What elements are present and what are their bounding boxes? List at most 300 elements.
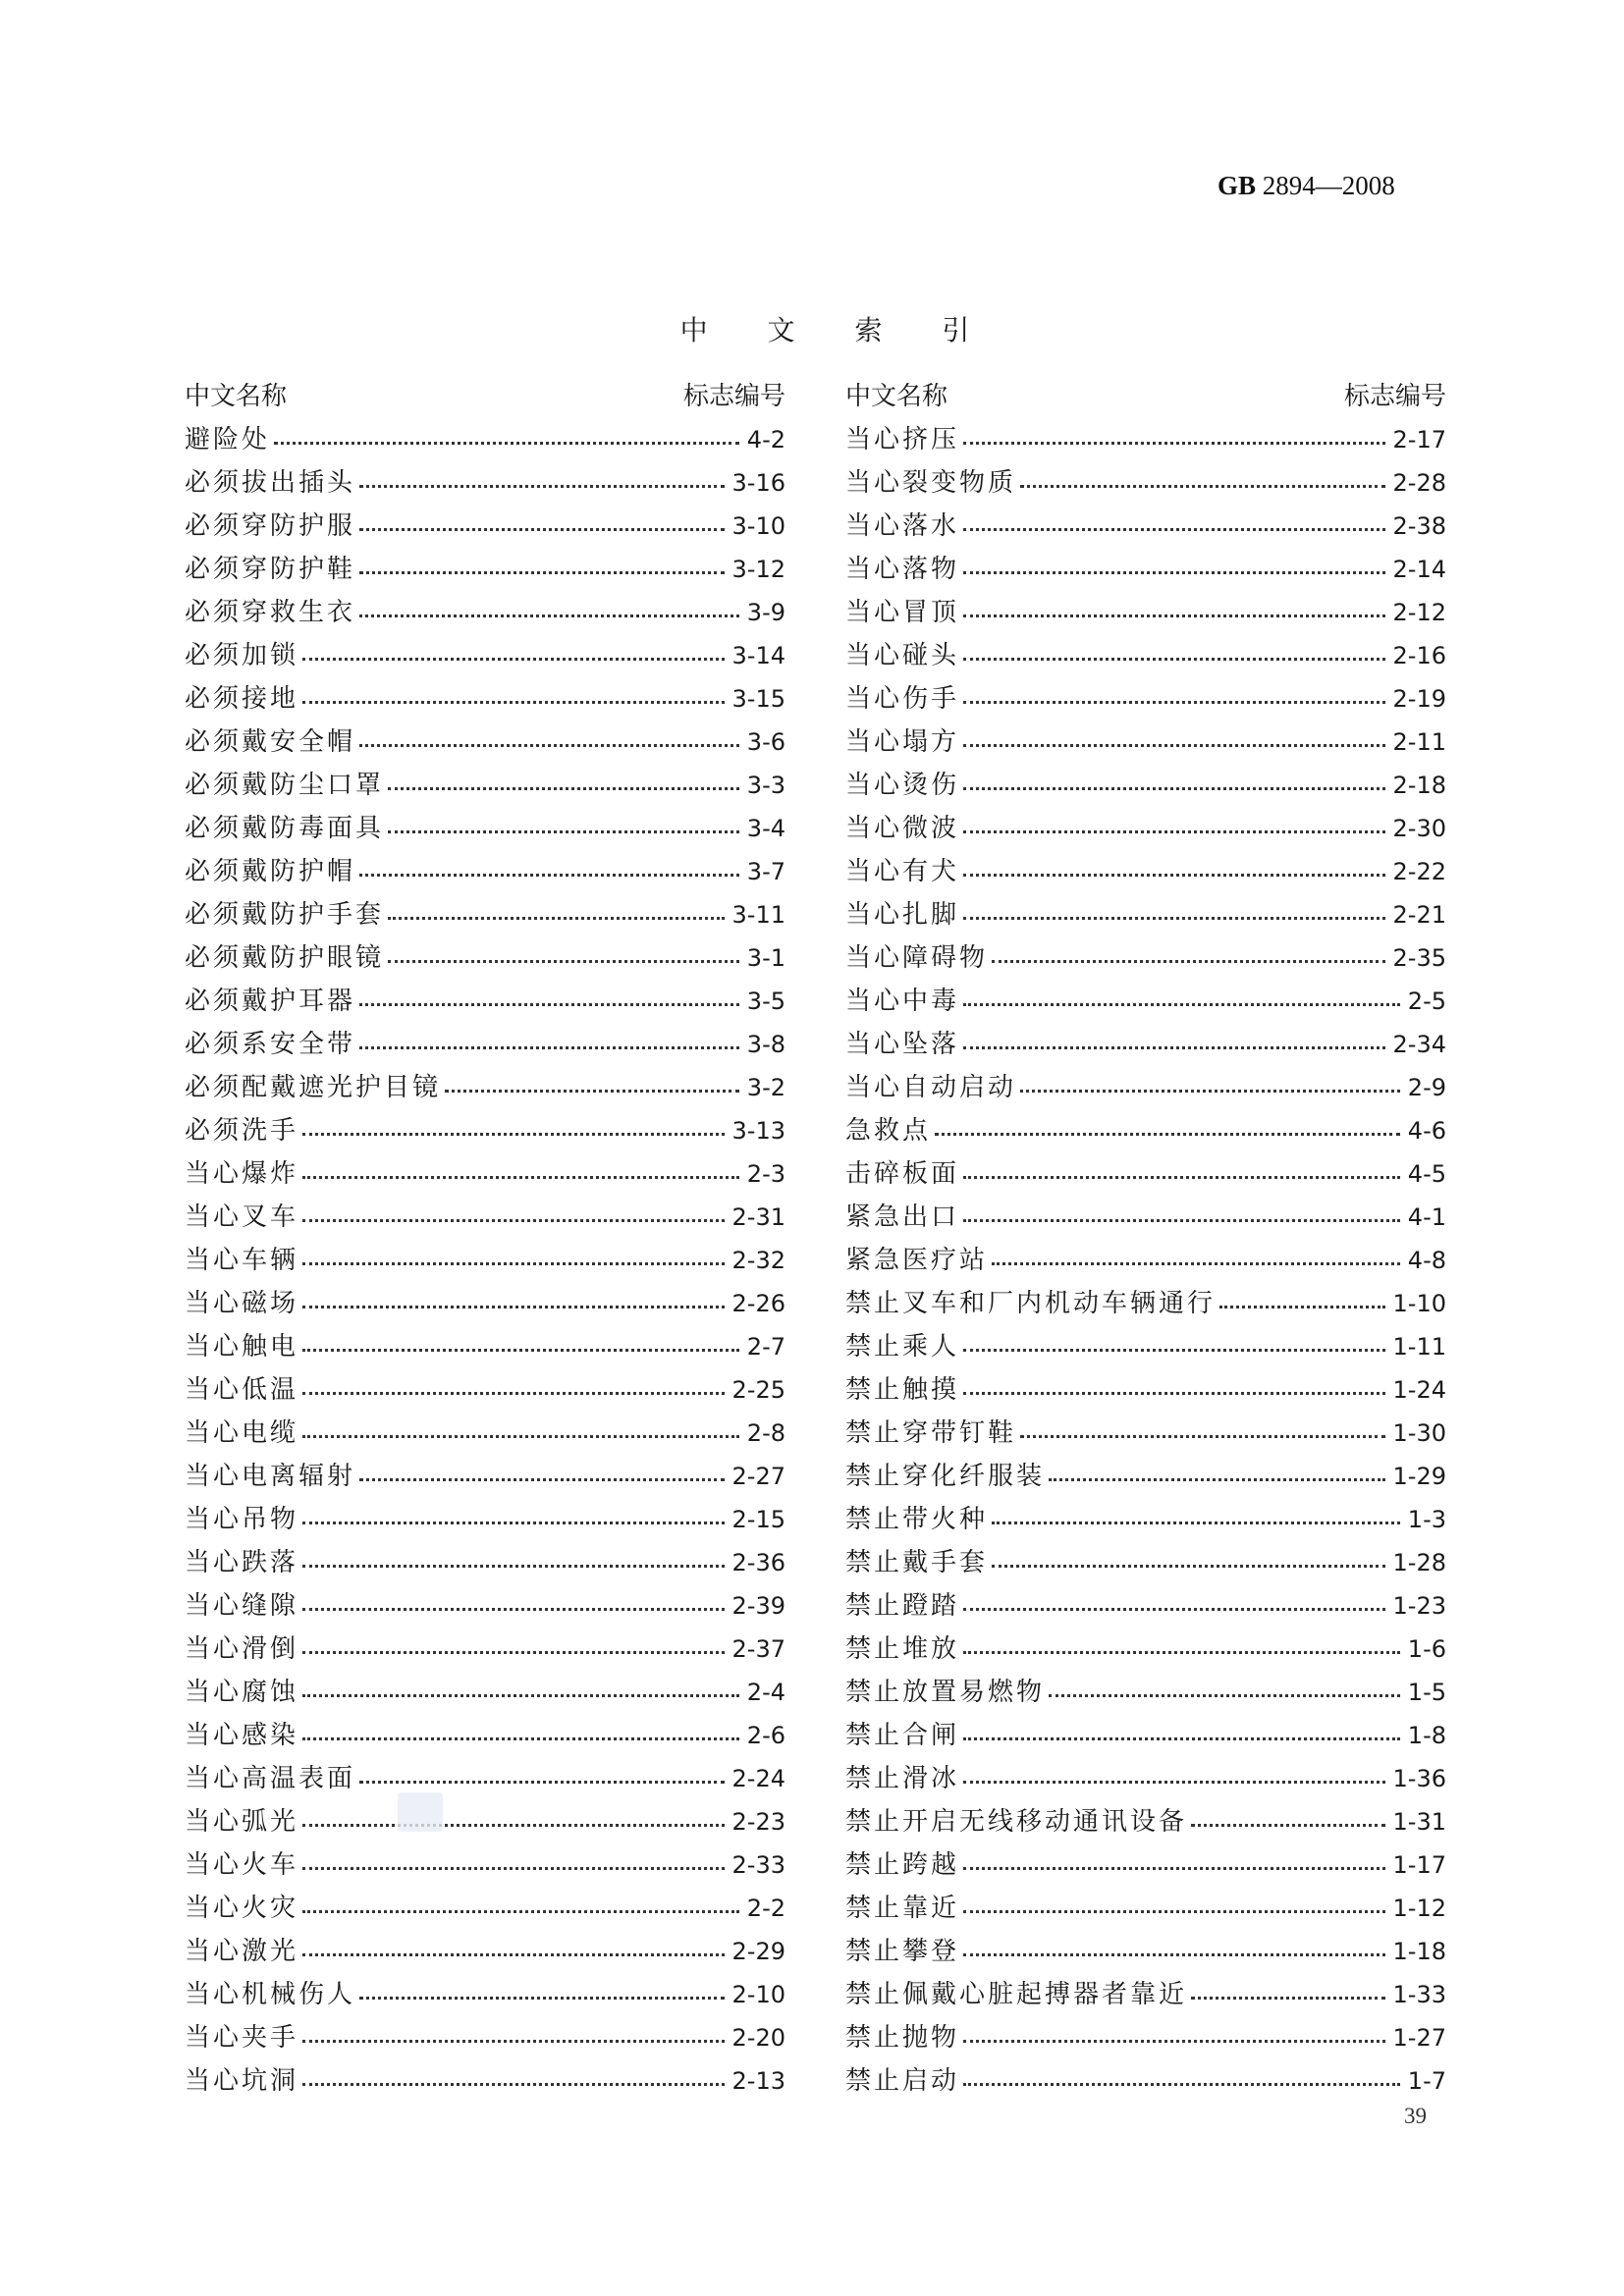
- dot-leader: [963, 571, 1385, 574]
- dot-leader: [302, 1694, 739, 1697]
- entry-name: 必须穿防护鞋: [185, 555, 356, 584]
- entry-name: 当心中毒: [845, 987, 960, 1016]
- dot-leader: [992, 960, 1385, 963]
- dot-leader: [302, 1219, 725, 1222]
- entry-code: 2-12: [1392, 599, 1446, 626]
- index-entry: [185, 2059, 785, 2103]
- entry-code: 2-38: [1392, 512, 1446, 540]
- entry-code: 1-17: [1392, 1851, 1446, 1879]
- dot-leader: [359, 1003, 739, 1006]
- entry-code: 1-3: [1407, 1506, 1446, 1533]
- dot-leader: [935, 1133, 1400, 1136]
- dot-leader: [963, 1910, 1385, 1913]
- dot-leader: [302, 1133, 725, 1136]
- entry-code: 3-13: [731, 1117, 785, 1145]
- dot-leader: [302, 2083, 725, 2086]
- entry-name: 当心挤压: [845, 425, 960, 454]
- index-entry: [845, 1757, 1446, 1800]
- entry-code: 3-4: [746, 815, 785, 842]
- dot-leader: [302, 1824, 725, 1827]
- entry-name: 急救点: [845, 1116, 932, 1146]
- entry-code: 3-10: [731, 512, 785, 540]
- entry-name: 必须戴防毒面具: [185, 814, 385, 843]
- entry-name: 必须戴防护眼镜: [185, 943, 385, 973]
- entry-name: 禁止跨越: [845, 1850, 960, 1880]
- entry-code: 1-29: [1392, 1463, 1446, 1490]
- index-entry: [845, 1152, 1446, 1196]
- dot-leader: [359, 1046, 739, 1049]
- column-header-name: 中文名称: [845, 382, 948, 411]
- watermark-stamp: [398, 1792, 443, 1832]
- dot-leader: [963, 442, 1385, 445]
- index-entry: [845, 893, 1446, 936]
- index-entry: [185, 1584, 785, 1628]
- entry-name: 当心触电: [185, 1332, 299, 1362]
- entry-name: 紧急医疗站: [845, 1246, 989, 1275]
- entry-name: 禁止启动: [845, 2066, 960, 2096]
- dot-leader: [302, 1392, 725, 1395]
- dot-leader: [388, 960, 739, 963]
- dot-leader: [302, 2040, 725, 2043]
- dot-leader: [302, 1565, 725, 1568]
- entry-name: 必须配戴遮光护目镜: [185, 1073, 442, 1102]
- dot-leader: [302, 658, 725, 661]
- index-entry: [845, 1325, 1446, 1368]
- index-entry: [845, 1973, 1446, 2016]
- dot-leader: [1219, 1306, 1385, 1308]
- index-entry: [185, 2016, 785, 2059]
- index-entry: [185, 1023, 785, 1066]
- index-entry: [185, 1800, 785, 1843]
- entry-name: 当心爆炸: [185, 1159, 299, 1189]
- entry-name: 当心弧光: [185, 1807, 299, 1837]
- entry-code: 1-31: [1392, 1808, 1446, 1836]
- entry-code: 3-7: [746, 858, 785, 885]
- entry-code: 4-2: [746, 426, 785, 454]
- entry-name: 必须穿防护服: [185, 511, 356, 541]
- entry-code: 3-11: [731, 901, 785, 929]
- entry-code: 2-36: [731, 1549, 785, 1576]
- index-entry: [845, 936, 1446, 980]
- index-entry: [845, 634, 1446, 677]
- entry-code: 2-19: [1392, 685, 1446, 713]
- dot-leader: [963, 1608, 1385, 1611]
- entry-name: 当心电缆: [185, 1418, 299, 1448]
- entry-name: 必须接地: [185, 684, 299, 714]
- index-entry: [185, 1239, 785, 1282]
- index-entry: [185, 461, 785, 505]
- index-column-right: [845, 375, 1446, 2103]
- dot-leader: [1020, 1090, 1400, 1093]
- entry-code: 4-8: [1407, 1247, 1446, 1274]
- entry-name: 当心落物: [845, 555, 960, 584]
- entry-name: 必须加锁: [185, 641, 299, 670]
- entry-name: 当心高温表面: [185, 1764, 356, 1793]
- index-column-left: [185, 375, 785, 2103]
- index-entry: [845, 1023, 1446, 1066]
- dot-leader: [359, 528, 725, 531]
- index-entry: [185, 1109, 785, 1152]
- entry-code: 2-33: [731, 1851, 785, 1879]
- entry-code: 2-18: [1392, 772, 1446, 799]
- entry-code: 2-26: [731, 1290, 785, 1317]
- index-entry: [845, 1843, 1446, 1887]
- entry-code: 2-7: [746, 1333, 785, 1361]
- index-entry: [845, 1455, 1446, 1498]
- column-header: [845, 375, 1446, 418]
- index-entry: [185, 505, 785, 548]
- entry-code: 1-18: [1392, 1938, 1446, 1965]
- entry-code: 1-23: [1392, 1592, 1446, 1620]
- entry-name: 当心滑倒: [185, 1634, 299, 1664]
- entry-code: 1-10: [1392, 1290, 1446, 1317]
- index-entry: [845, 1412, 1446, 1455]
- entry-code: 2-8: [746, 1419, 785, 1447]
- dot-leader: [963, 1781, 1385, 1784]
- entry-name: 必须系安全带: [185, 1030, 356, 1059]
- entry-code: 2-17: [1392, 426, 1446, 454]
- index-entry: [845, 1714, 1446, 1757]
- entry-code: 1-8: [1407, 1722, 1446, 1749]
- dot-leader: [963, 614, 1385, 617]
- entry-name: 禁止穿带钉鞋: [845, 1418, 1017, 1448]
- entry-name: 禁止戴手套: [845, 1548, 989, 1577]
- entry-code: 1-12: [1392, 1895, 1446, 1922]
- dot-leader: [302, 1262, 725, 1265]
- page-title: 中 文 索 引: [679, 314, 996, 347]
- entry-code: 2-34: [1392, 1031, 1446, 1058]
- index-entry: [845, 1498, 1446, 1541]
- entry-name: 当心冒顶: [845, 598, 960, 627]
- dot-leader: [963, 701, 1385, 704]
- entry-code: 2-20: [731, 2024, 785, 2052]
- dot-leader: [963, 658, 1385, 661]
- entry-name: 紧急出口: [845, 1202, 960, 1232]
- entry-name: 必须洗手: [185, 1116, 299, 1146]
- index-entry: [185, 1973, 785, 2016]
- entry-name: 必须戴防护手套: [185, 900, 385, 930]
- entry-name: 当心微波: [845, 814, 960, 843]
- dot-leader: [302, 1176, 739, 1179]
- dot-leader: [963, 744, 1385, 747]
- entry-code: 1-5: [1407, 1679, 1446, 1706]
- index-entry: [185, 936, 785, 980]
- entry-name: 击碎板面: [845, 1159, 960, 1189]
- dot-leader: [963, 528, 1385, 531]
- entry-code: 1-27: [1392, 2024, 1446, 2052]
- entry-code: 3-6: [746, 728, 785, 756]
- index-entry: [845, 1239, 1446, 1282]
- entry-code: 3-9: [746, 599, 785, 626]
- entry-code: 3-1: [746, 944, 785, 972]
- index-entry: [185, 893, 785, 936]
- entry-code: 2-15: [731, 1506, 785, 1533]
- entry-name: 禁止靠近: [845, 1894, 960, 1923]
- dot-leader: [963, 1737, 1400, 1740]
- entry-name: 禁止叉车和厂内机动车辆通行: [845, 1289, 1217, 1318]
- entry-name: 当心吊物: [185, 1505, 299, 1534]
- index-entry: [845, 461, 1446, 505]
- entry-name: 禁止抛物: [845, 2023, 960, 2053]
- entry-name: 当心夹手: [185, 2023, 299, 2053]
- entry-name: 当心车辆: [185, 1246, 299, 1275]
- entry-name: 禁止攀登: [845, 1937, 960, 1966]
- entry-code: 1-24: [1392, 1376, 1446, 1404]
- dot-leader: [992, 1262, 1400, 1265]
- entry-code: 2-29: [731, 1938, 785, 1965]
- dot-leader: [359, 485, 725, 488]
- dot-leader: [359, 1997, 725, 2000]
- entry-name: 当心坠落: [845, 1030, 960, 1059]
- dot-leader: [274, 442, 739, 445]
- index-entry: [845, 677, 1446, 721]
- dot-leader: [992, 1522, 1400, 1524]
- entry-name: 禁止乘人: [845, 1332, 960, 1362]
- entry-code: 3-15: [731, 685, 785, 713]
- index-entry: [185, 1671, 785, 1714]
- index-entry: [185, 721, 785, 764]
- entry-code: 2-35: [1392, 944, 1446, 972]
- index-entry: [185, 591, 785, 634]
- entry-code: 2-14: [1392, 556, 1446, 583]
- entry-code: 2-39: [731, 1592, 785, 1620]
- index-entry: [185, 764, 785, 807]
- entry-name: 当心机械伤人: [185, 1980, 356, 2009]
- entry-code: 2-16: [1392, 642, 1446, 669]
- index-entry: [185, 1196, 785, 1239]
- entry-name: 必须戴安全帽: [185, 727, 356, 757]
- index-entry: [185, 1930, 785, 1973]
- entry-name: 当心感染: [185, 1721, 299, 1750]
- page-number: 39: [1404, 2104, 1427, 2128]
- entry-name: 避险处: [185, 425, 271, 454]
- dot-leader: [963, 1392, 1385, 1395]
- index-entry: [845, 721, 1446, 764]
- dot-leader: [963, 1349, 1385, 1352]
- index-entry: [185, 634, 785, 677]
- dot-leader: [963, 1867, 1385, 1870]
- index-entry: [185, 1498, 785, 1541]
- index-entry: [845, 980, 1446, 1023]
- entry-code: 1-30: [1392, 1419, 1446, 1447]
- entry-name: 当心落水: [845, 511, 960, 541]
- entry-name: 禁止放置易燃物: [845, 1678, 1046, 1707]
- index-entry: [185, 807, 785, 850]
- entry-code: 1-33: [1392, 1981, 1446, 2008]
- dot-leader: [302, 1608, 725, 1611]
- entry-name: 当心自动启动: [845, 1073, 1017, 1102]
- entry-code: 3-14: [731, 642, 785, 669]
- index-entry: [185, 1757, 785, 1800]
- entry-name: 当心障碍物: [845, 943, 989, 973]
- dot-leader: [302, 1953, 725, 1956]
- index-entry: [185, 1412, 785, 1455]
- index-entry: [845, 1282, 1446, 1325]
- entry-code: 2-27: [731, 1463, 785, 1490]
- standard-number: 2894—2008: [1262, 171, 1395, 200]
- dot-leader: [302, 1306, 725, 1308]
- entry-code: 2-6: [746, 1722, 785, 1749]
- index-list-right: [845, 418, 1446, 2103]
- entry-code: 2-5: [1407, 988, 1446, 1015]
- dot-leader: [963, 2083, 1400, 2086]
- index-entry: [185, 980, 785, 1023]
- dot-leader: [963, 1046, 1385, 1049]
- entry-name: 禁止带火种: [845, 1505, 989, 1534]
- column-header-code: 标志编号: [1343, 382, 1446, 411]
- entry-name: 当心碰头: [845, 641, 960, 670]
- entry-name: 当心腐蚀: [185, 1678, 299, 1707]
- dot-leader: [1191, 1997, 1385, 2000]
- entry-code: 2-11: [1392, 728, 1446, 756]
- entry-code: 1-28: [1392, 1549, 1446, 1576]
- index-entry: [185, 1887, 785, 1930]
- index-entry: [845, 1628, 1446, 1671]
- index-entry: [845, 548, 1446, 591]
- entry-code: 2-13: [731, 2067, 785, 2095]
- entry-code: 2-31: [731, 1203, 785, 1231]
- index-entry: [845, 418, 1446, 461]
- index-entry: [845, 1671, 1446, 1714]
- entry-name: 禁止开启无线移动通讯设备: [845, 1807, 1188, 1837]
- entry-code: 2-2: [746, 1895, 785, 1922]
- index-entry: [185, 1152, 785, 1196]
- entry-name: 当心火灾: [185, 1894, 299, 1923]
- entry-name: 当心扎脚: [845, 900, 960, 930]
- dot-leader: [445, 1090, 739, 1093]
- entry-name: 当心烫伤: [845, 771, 960, 800]
- dot-leader: [1191, 1824, 1385, 1827]
- entry-name: 必须穿救生衣: [185, 598, 356, 627]
- index-entry: [185, 418, 785, 461]
- dot-leader: [302, 1435, 739, 1438]
- dot-leader: [388, 917, 725, 920]
- dot-leader: [963, 917, 1385, 920]
- dot-leader: [302, 1349, 739, 1352]
- dot-leader: [302, 1651, 725, 1654]
- index-entry: [845, 1196, 1446, 1239]
- index-entry: [845, 1541, 1446, 1584]
- dot-leader: [359, 1478, 725, 1481]
- entry-name: 当心激光: [185, 1937, 299, 1966]
- dot-leader: [1020, 1435, 1385, 1438]
- index-list-left: [185, 418, 785, 2103]
- entry-name: 禁止穿化纤服装: [845, 1462, 1046, 1491]
- standard-prefix: GB: [1218, 171, 1257, 200]
- column-header: [185, 375, 785, 418]
- dot-leader: [963, 787, 1385, 790]
- dot-leader: [302, 1867, 725, 1870]
- entry-name: 当心坑洞: [185, 2066, 299, 2096]
- entry-code: 4-1: [1407, 1203, 1446, 1231]
- index-entry: [185, 1325, 785, 1368]
- entry-name: 当心裂变物质: [845, 468, 1017, 498]
- entry-name: 当心跌落: [185, 1548, 299, 1577]
- index-entry: [845, 2016, 1446, 2059]
- index-entry: [845, 1800, 1446, 1843]
- dot-leader: [963, 2040, 1385, 2043]
- dot-leader: [963, 830, 1385, 833]
- dot-leader: [359, 571, 725, 574]
- entry-name: 禁止蹬踏: [845, 1591, 960, 1621]
- index-entry: [845, 850, 1446, 893]
- entry-code: 2-10: [731, 1981, 785, 2008]
- index-entry: [185, 1541, 785, 1584]
- index-entry: [845, 807, 1446, 850]
- entry-name: 必须戴防护帽: [185, 857, 356, 886]
- dot-leader: [1049, 1694, 1400, 1697]
- entry-code: 3-2: [746, 1074, 785, 1101]
- dot-leader: [1020, 485, 1385, 488]
- standard-code: [1218, 171, 1395, 201]
- index-entry: [845, 1930, 1446, 1973]
- entry-code: 2-4: [746, 1679, 785, 1706]
- dot-leader: [963, 874, 1385, 877]
- index-entry: [185, 548, 785, 591]
- dot-leader: [963, 1219, 1400, 1222]
- entry-name: 禁止合闸: [845, 1721, 960, 1750]
- index-entry: [845, 1066, 1446, 1109]
- entry-code: 2-32: [731, 1247, 785, 1274]
- entry-name: 当心火车: [185, 1850, 299, 1880]
- index-entry: [185, 1282, 785, 1325]
- dot-leader: [302, 1910, 739, 1913]
- entry-name: 必须戴防尘口罩: [185, 771, 385, 800]
- dot-leader: [992, 1565, 1385, 1568]
- index-entry: [845, 1584, 1446, 1628]
- entry-name: 当心叉车: [185, 1202, 299, 1232]
- entry-code: 4-5: [1407, 1160, 1446, 1188]
- dot-leader: [388, 830, 739, 833]
- dot-leader: [963, 1176, 1400, 1179]
- entry-code: 3-3: [746, 772, 785, 799]
- entry-name: 当心低温: [185, 1375, 299, 1405]
- dot-leader: [359, 614, 739, 617]
- entry-code: 2-25: [731, 1376, 785, 1404]
- entry-name: 必须拔出插头: [185, 468, 356, 498]
- entry-name: 禁止触摸: [845, 1375, 960, 1405]
- entry-code: 1-7: [1407, 2067, 1446, 2095]
- index-entry: [185, 1714, 785, 1757]
- entry-name: 当心伤手: [845, 684, 960, 714]
- entry-code: 3-16: [731, 469, 785, 497]
- entry-name: 禁止滑冰: [845, 1764, 960, 1793]
- entry-code: 2-37: [731, 1635, 785, 1663]
- entry-code: 4-6: [1407, 1117, 1446, 1145]
- index-entry: [185, 1843, 785, 1887]
- entry-name: 当心电离辐射: [185, 1462, 356, 1491]
- column-header-name: 中文名称: [185, 382, 288, 411]
- dot-leader: [302, 1737, 739, 1740]
- dot-leader: [388, 787, 739, 790]
- dot-leader: [359, 1781, 725, 1784]
- index-entry: [845, 591, 1446, 634]
- index-entry: [185, 850, 785, 893]
- entry-code: 2-28: [1392, 469, 1446, 497]
- entry-code: 2-30: [1392, 815, 1446, 842]
- index-entry: [185, 1066, 785, 1109]
- entry-name: 禁止堆放: [845, 1634, 960, 1664]
- entry-code: 2-22: [1392, 858, 1446, 885]
- index-entry: [845, 1109, 1446, 1152]
- dot-leader: [963, 1003, 1400, 1006]
- entry-code: 2-24: [731, 1765, 785, 1792]
- dot-leader: [302, 1522, 725, 1524]
- entry-name: 当心塌方: [845, 727, 960, 757]
- index-entry: [845, 505, 1446, 548]
- entry-code: 2-23: [731, 1808, 785, 1836]
- index-entry: [845, 2059, 1446, 2103]
